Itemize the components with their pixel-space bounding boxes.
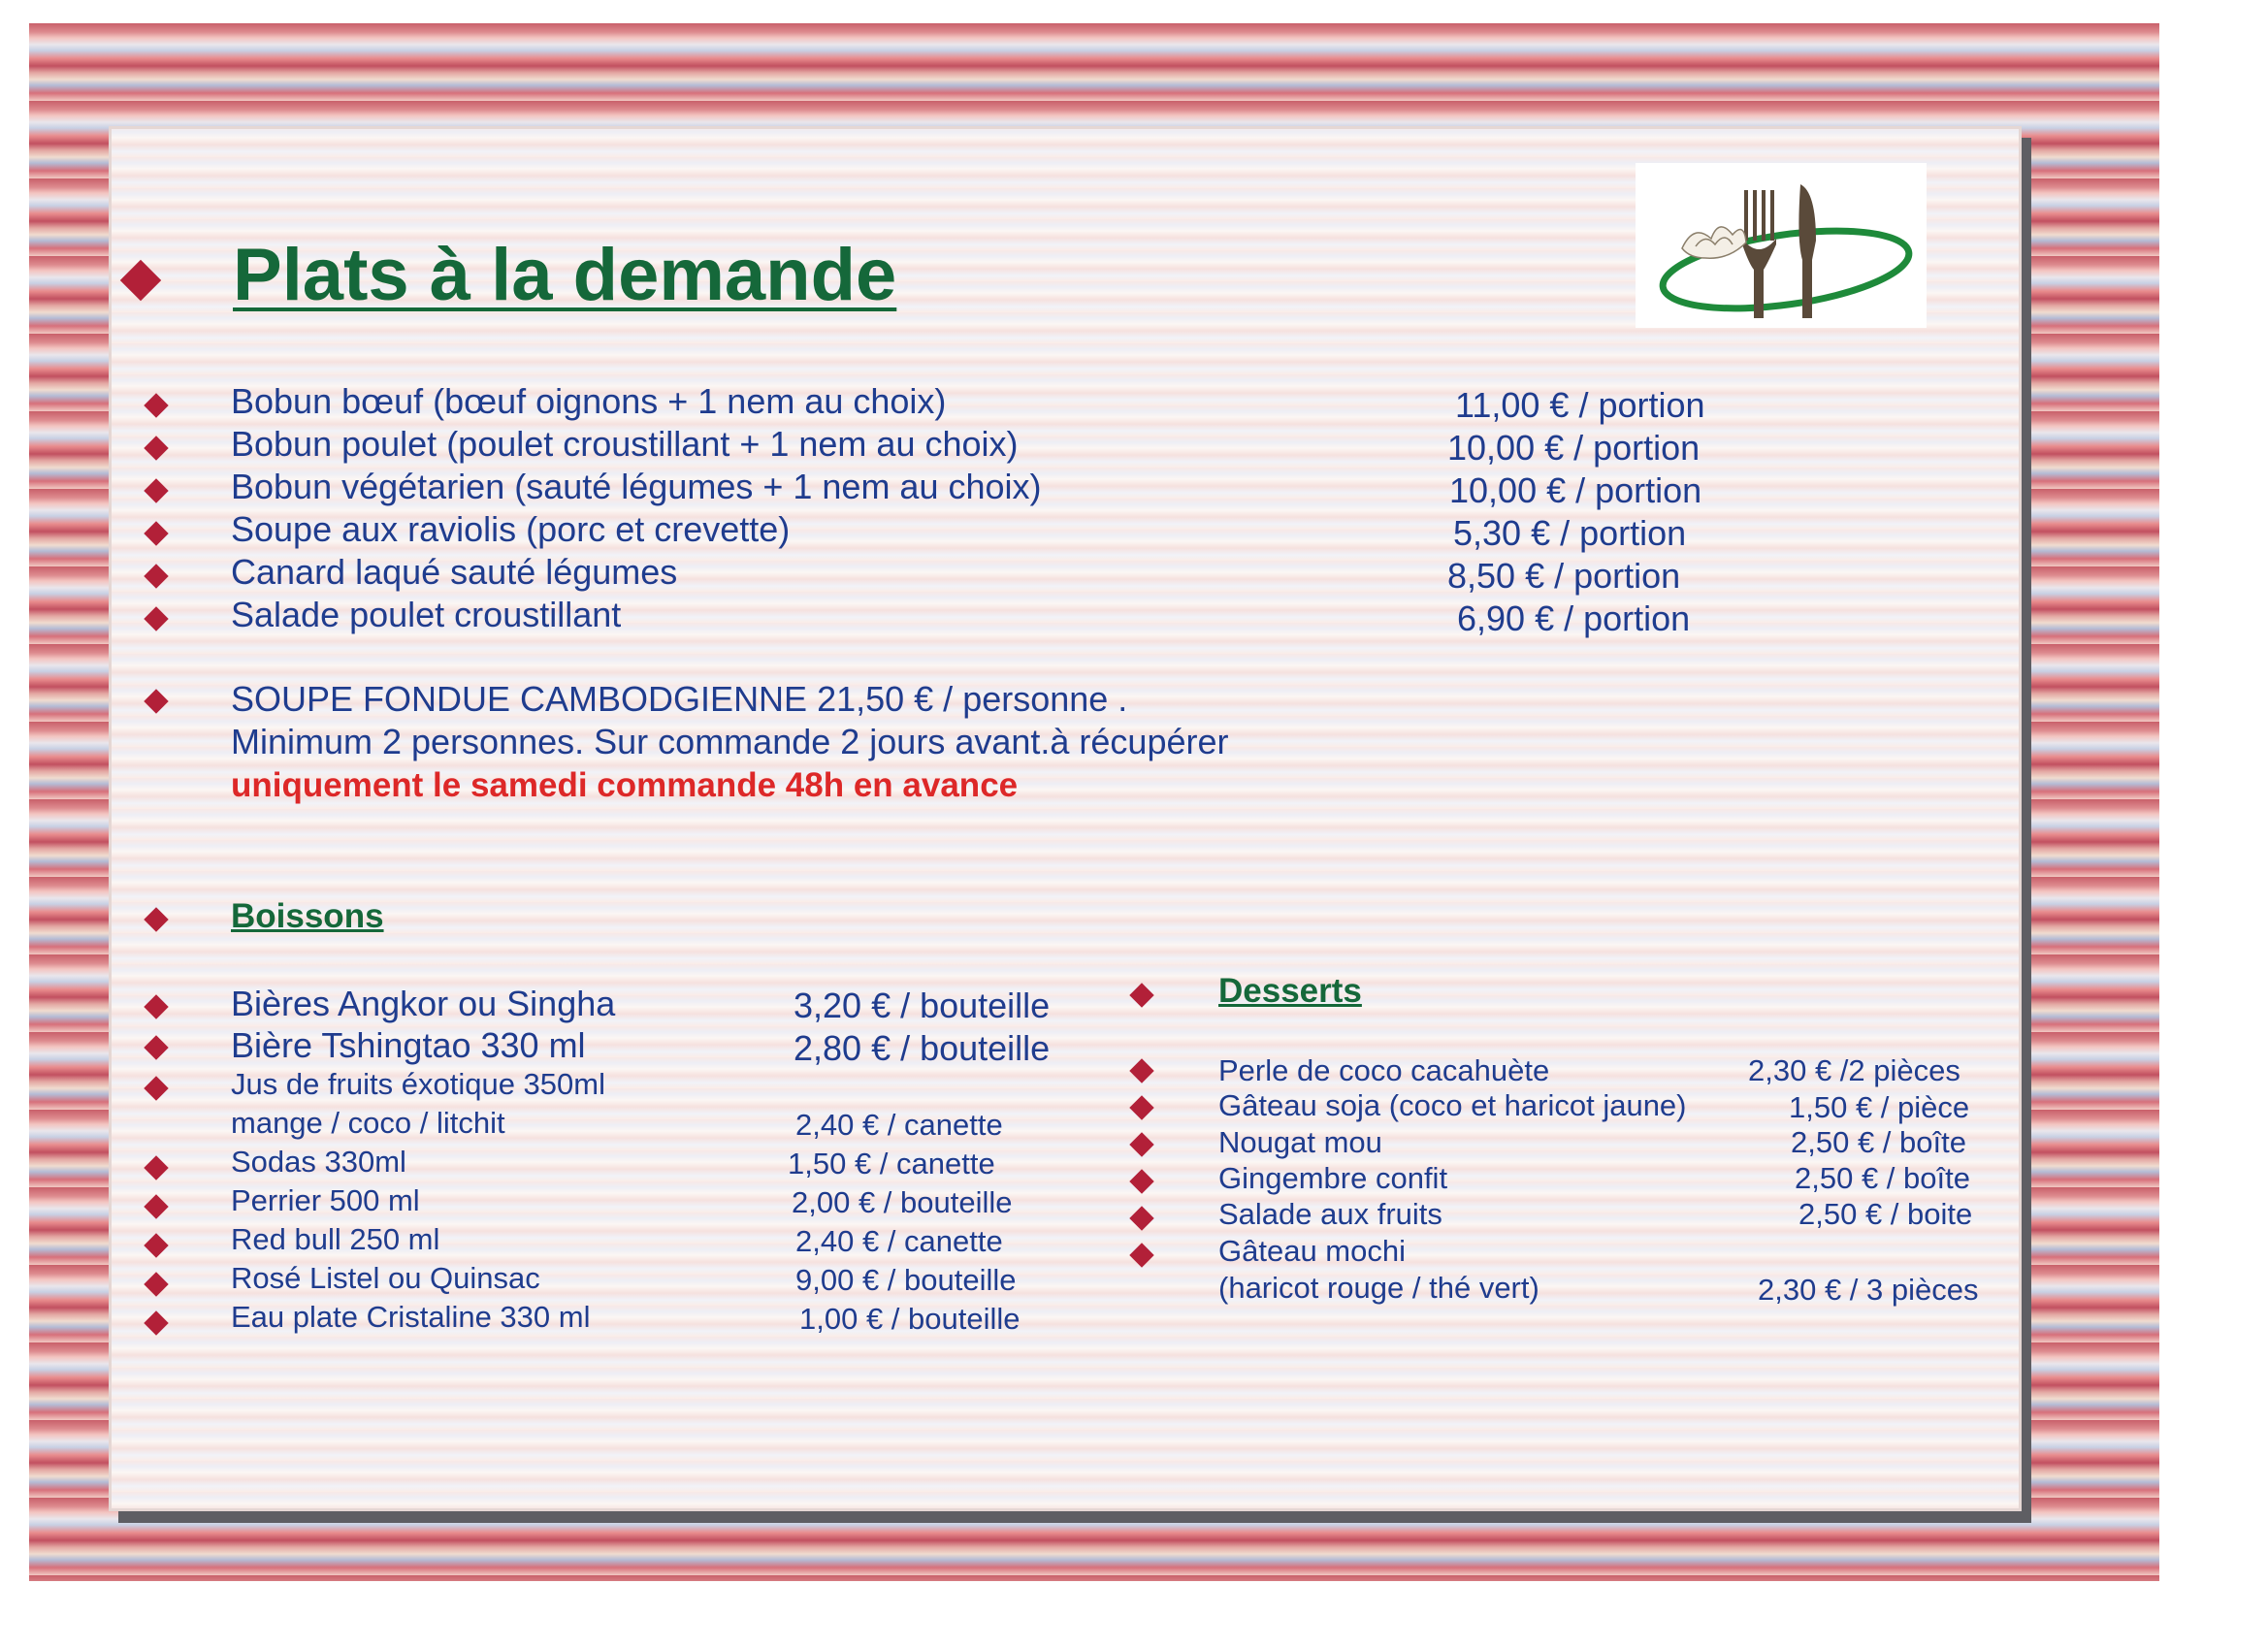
page-title: Plats à la demande [233,234,897,316]
fork-knife-logo-icon [1636,163,1927,328]
dessert-name: Gingembre confit [1218,1161,1448,1195]
dish-name: Bobun poulet (poulet croustillant + 1 nem au choix) [231,424,1019,464]
title-diamond-icon [120,260,161,301]
diamond-icon [144,1233,168,1257]
menu-panel [109,126,2022,1511]
diamond-icon [144,606,168,630]
dessert-price: 2,30 € /2 pièces [1748,1053,1960,1087]
dish-name: Soupe aux raviolis (porc et crevette) [231,509,791,549]
dish-price: 10,00 € / portion [1449,470,1702,510]
drink-name: Rosé Listel ou Quinsac [231,1261,540,1295]
diamond-icon [1129,1206,1153,1230]
diamond-icon [144,478,168,502]
dessert-price: 1,50 € / pièce [1789,1090,1970,1124]
drink-subtitle: mange / coco / litchit [231,1106,505,1140]
dish-name: Canard laqué sauté légumes [231,552,678,592]
diamond-icon [144,1272,168,1296]
dessert-name: Gâteau soja (coco et haricot jaune) [1218,1088,1687,1122]
dessert-price: 2,50 € / boîte [1795,1161,1970,1195]
dish-price: 5,30 € / portion [1453,513,1687,553]
diamond-icon [1129,983,1153,1007]
dish-name: Bobun végétarien (sauté légumes + 1 nem au choix) [231,467,1042,506]
diamond-icon [1129,1132,1153,1156]
diamond-icon [144,1155,168,1180]
dish-price: 8,50 € / portion [1447,556,1681,596]
dish-price: 6,90 € / portion [1457,598,1691,638]
drink-name: Perrier 500 ml [231,1183,420,1217]
diamond-icon [144,1310,168,1335]
diamond-icon [144,1076,168,1100]
dish-name: Bobun bœuf (bœuf oignons + 1 nem au choix) [231,381,947,421]
drink-price: 9,00 € / bouteille [795,1263,1017,1297]
dessert-price: 2,50 € / boite [1798,1197,1973,1231]
dish-price: 10,00 € / portion [1447,428,1701,468]
drink-name: Eau plate Cristaline 330 ml [231,1300,591,1334]
dessert-price: 2,50 € / boîte [1791,1125,1966,1159]
fondue-line: SOUPE FONDUE CAMBODGIENNE 21,50 € / personne . [231,679,1128,719]
diamond-icon [144,564,168,588]
dessert-name: Salade aux fruits [1218,1197,1442,1231]
diamond-icon [144,907,168,931]
drink-name: Red bull 250 ml [231,1222,440,1256]
diamond-icon [1129,1243,1153,1267]
boissons-heading: Boissons [231,897,384,935]
dessert-name: Gâteau mochi [1218,1234,1406,1268]
drink-name: Bières Angkor ou Singha [231,984,616,1023]
desserts-heading: Desserts [1218,972,1362,1010]
diamond-icon [144,436,168,460]
diamond-icon [144,1035,168,1059]
fondue-line: Minimum 2 personnes. Sur commande 2 jours avant.à récupérer [231,722,1229,761]
dessert-name: Perle de coco cacahuète [1218,1053,1550,1087]
drink-price: 2,00 € / bouteille [792,1185,1013,1219]
drink-name: Jus de fruits éxotique 350ml [231,1067,605,1101]
diamond-icon [144,994,168,1018]
diamond-icon [1129,1058,1153,1083]
drink-price: 1,00 € / bouteille [799,1302,1021,1336]
diamond-icon [144,393,168,417]
drink-price: 2,40 € / canette [795,1224,1003,1258]
dish-price: 11,00 € / portion [1455,385,1705,425]
drink-price: 2,40 € / canette [795,1108,1003,1142]
diamond-icon [1129,1169,1153,1193]
restaurant-logo [1636,163,1927,328]
diamond-icon [1129,1095,1153,1119]
dessert-name: Nougat mou [1218,1125,1382,1159]
diamond-icon [144,689,168,713]
diamond-icon [144,1194,168,1218]
dessert-subtitle: (haricot rouge / thé vert) [1218,1271,1539,1305]
fondue-warning: uniquement le samedi commande 48h en avance [231,766,1019,804]
drink-name: Sodas 330ml [231,1145,406,1179]
dish-name: Salade poulet croustillant [231,595,622,634]
drink-name: Bière Tshingtao 330 ml [231,1025,586,1065]
drink-price: 3,20 € / bouteille [794,986,1051,1025]
drink-price: 1,50 € / canette [788,1147,995,1180]
dessert-price: 2,30 € / 3 pièces [1758,1273,1979,1307]
drink-price: 2,80 € / bouteille [794,1028,1051,1068]
diamond-icon [144,521,168,545]
